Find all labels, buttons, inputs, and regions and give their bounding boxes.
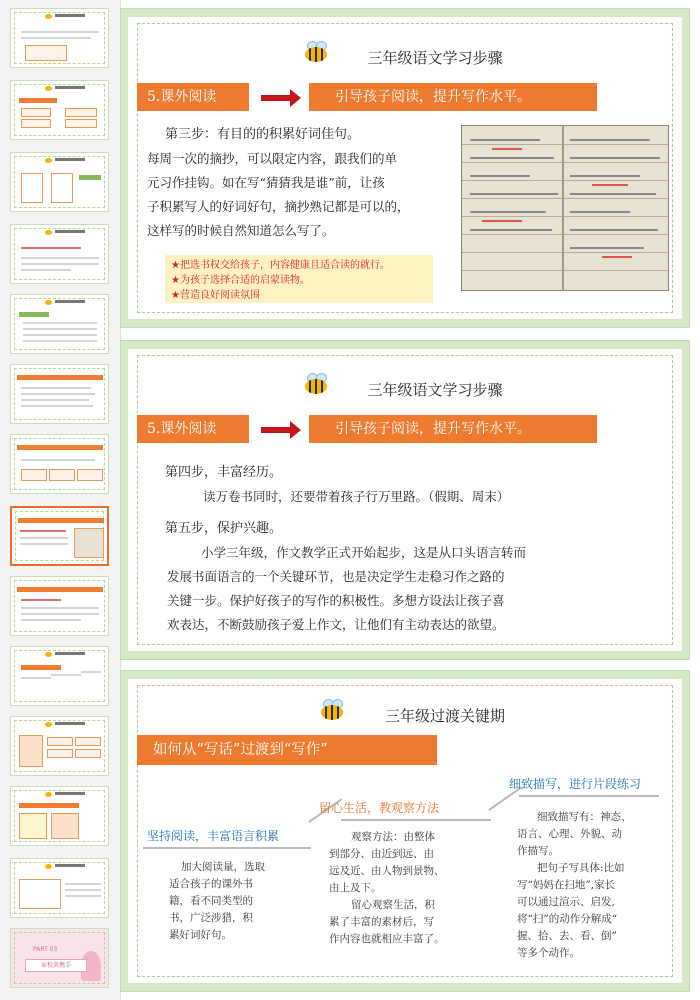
- slide-thumbnail-panel: [0, 0, 121, 1000]
- step-body: 加大阅读量，选取 适合孩子的课外书 籍，看不同类型的 书，广泛涉猎，积 累好词好句。: [169, 861, 265, 941]
- slide-panel: [120, 8, 690, 328]
- slide-thumbnail[interactable]: [10, 294, 109, 354]
- slide-thumbnail[interactable]: [10, 152, 109, 212]
- slide-thumbnail[interactable]: [10, 434, 109, 494]
- part-number: PART 03: [33, 946, 58, 953]
- slide-title: 三年级过渡关键期: [384, 707, 505, 725]
- step-body: 每周一次的摘抄，可以限定内容，跟我们的单 元习作挂钩。如在写“猜猜我是谁”前，让孩 子积累写人的好词好句，摘抄熟记都是可以的， 这样写的时候自然知道怎么写了。: [147, 151, 410, 238]
- slide-thumbnail[interactable]: [10, 646, 109, 706]
- tip-item: ★营造良好阅读氛围: [171, 290, 260, 301]
- section-label: 5.课外阅读: [137, 83, 249, 111]
- section-goal: 引导孩子阅读，提升写作水平。: [309, 83, 597, 111]
- slide-thumbnail[interactable]: [10, 80, 109, 140]
- step-line: [509, 777, 659, 797]
- slide-title: 三年级语文学习步骤: [367, 381, 503, 399]
- tip-item: ★为孩子选择合适的启蒙读物。: [171, 275, 310, 286]
- step-body: 细致描写有：神态、 语言、心理、外貌、动 作描写。 把句子写具体:比如 写“妈妈在扫地”,家长 可以通过渲示、启发, 将“扫”的动作分解成“ 握、拾、去、看、倒” 等多个动作。: [517, 811, 632, 959]
- step-heading: 第四步，丰富经历。: [165, 465, 283, 480]
- step-heading: 第五步，保护兴趣。: [165, 521, 283, 536]
- slide-thumbnail-section-cover[interactable]: [10, 928, 109, 988]
- slide-thumbnail[interactable]: [10, 576, 109, 636]
- slide-thumbnail[interactable]: [10, 8, 109, 68]
- step-body: 观察方法：由整体 到部分、由近到远、由 远及近、由人物到景物、 由上及下。 留心观察生活，积 累了丰富的素材后，写 作内容也就相应丰富了。: [329, 831, 445, 945]
- banner: 如何从“写话”过渡到“写作”: [137, 735, 437, 765]
- step-label: 坚持阅读，丰富语言积累: [147, 829, 280, 843]
- slide-panel: [120, 340, 690, 660]
- arrow-right-icon: [261, 95, 291, 101]
- step-line: [319, 801, 491, 821]
- slide-panel: [120, 670, 690, 992]
- step-body: 小学三年级，作文教学正式开始起步，这是从口头语言转而 发展书面语言的一个关键环节，也是决定学生走稳习作之路的 关键一步。保护好孩子的写作的积极性。多想方设法让孩子喜 欢表达，不断鼓励孩子爱上作文，让他们有主动表达的欲望。: [167, 545, 527, 632]
- step-heading: 第三步：有目的的积累好词佳句。: [165, 127, 361, 142]
- section-goal: 引导孩子阅读，提升写作水平。: [309, 415, 597, 443]
- step-label: 细致描写，进行片段练习: [509, 777, 642, 791]
- slide-thumbnail-selected[interactable]: [10, 506, 109, 566]
- section-label: 家校共携手: [25, 959, 87, 972]
- slide-thumbnail[interactable]: [10, 716, 109, 776]
- slide-thumbnail[interactable]: [10, 224, 109, 284]
- arrow-right-icon: [261, 427, 291, 433]
- handwritten-notebook-photo: [461, 125, 669, 291]
- section-label: 5.课外阅读: [137, 415, 249, 443]
- tip-item: ★把选书权交给孩子，内容健康且适合读的就行。: [171, 260, 390, 271]
- slide-title: 三年级语文学习步骤: [367, 49, 503, 67]
- step-line: [143, 829, 311, 849]
- step-label: 留心生活，教观察方法: [319, 801, 440, 815]
- slide-thumbnail[interactable]: [10, 364, 109, 424]
- slide-thumbnail[interactable]: [10, 786, 109, 846]
- slide-thumbnail[interactable]: [10, 858, 109, 918]
- step-body: 读万卷书同时，还要带着孩子行万里路。（假期、周末）: [203, 489, 510, 504]
- tips-box: [165, 255, 433, 303]
